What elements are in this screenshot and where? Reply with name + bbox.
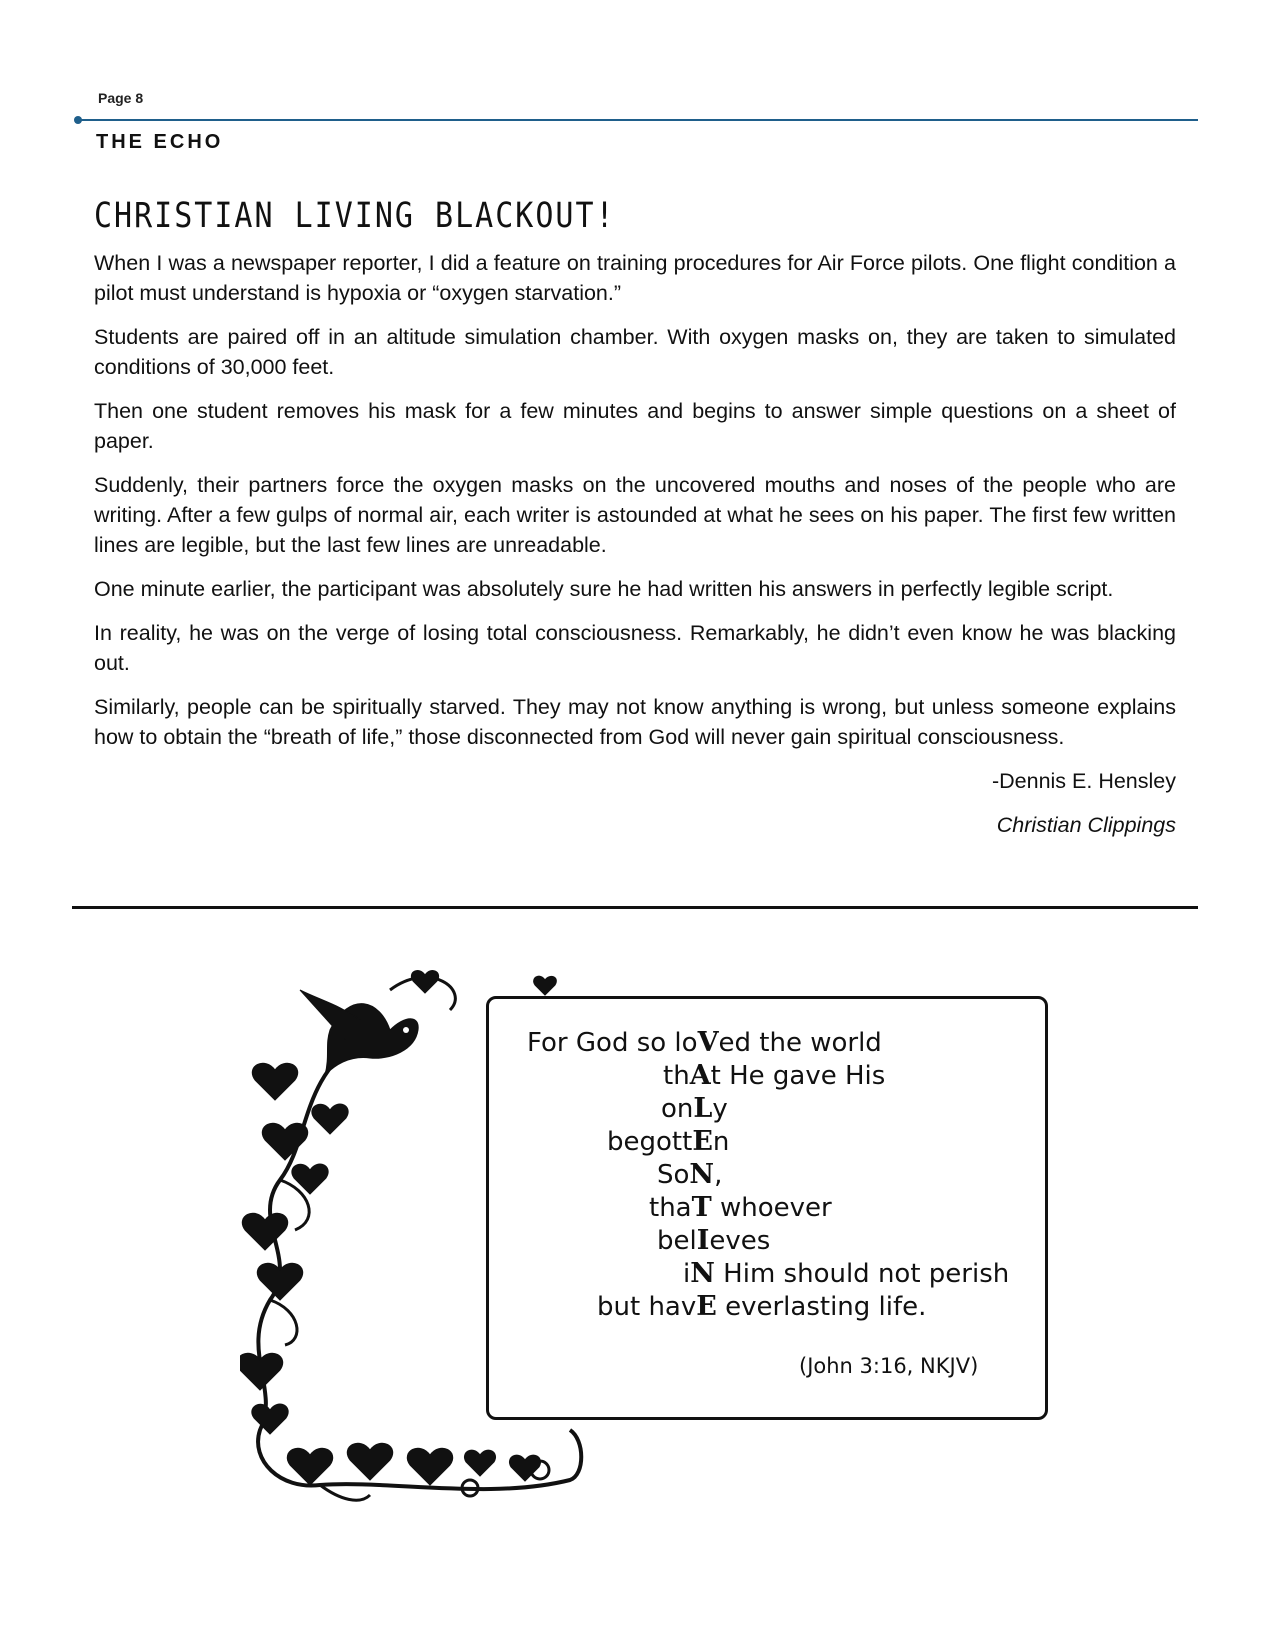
verse-line: belIeves — [657, 1225, 771, 1256]
article-paragraph: Students are paired off in an altitude simulation chamber. With oxygen masks on, they are taken to simulated conditions of 30,000 feet. — [94, 325, 1176, 379]
article-paragraph: In reality, he was on the verge of losing total consciousness. Remarkably, he didn’t even know he was blacking out. — [94, 621, 1176, 675]
article-author: -Dennis E. Hensley — [991, 769, 1176, 793]
verse-reference: (John 3:16, NKJV) — [799, 1354, 979, 1378]
page-number: Page 8 — [98, 90, 144, 106]
verse-line: begottEn — [607, 1126, 730, 1157]
article-paragraph: One minute earlier, the participant was absolutely sure he had written his answers in perfectly legible script. — [94, 577, 1114, 601]
article-source: Christian Clippings — [996, 813, 1176, 837]
verse-line: thaT whoever — [649, 1192, 832, 1223]
article-paragraph: Then one student removes his mask for a few minutes and begins to answer simple questions on a sheet of paper. — [94, 399, 1176, 453]
section-divider — [72, 906, 1198, 909]
verse-line: thAt He gave His — [663, 1060, 886, 1091]
verse-line: but havE everlasting life. — [597, 1291, 927, 1322]
header-rule — [78, 119, 1198, 121]
verse-line: iN Him should not perish — [683, 1258, 1010, 1289]
article-paragraph: When I was a newspaper reporter, I did a feature on training procedures for Air Force pilots. One flight condition a pilot must understand is hypoxia or “oxygen starvation.” — [94, 251, 1176, 305]
article-title: CHRISTIAN LIVING BLACKOUT! — [94, 196, 616, 237]
verse-box — [486, 996, 1048, 1420]
article-paragraph: Similarly, people can be spiritually starved. They may not know anything is wrong, but unless someone explains how to obtain the “breath of life,” those disconnected from God will never gain spiritual consciousness. — [94, 695, 1176, 749]
article-body — [94, 248, 1176, 840]
verse-line: For God so loVed the world — [527, 1027, 882, 1058]
article-paragraph: Suddenly, their partners force the oxygen masks on the uncovered mouths and noses of the people who are writing. After a few gulps of normal air, each writer is astounded at what he sees on his paper. The first few written lines are legible, but the last few lines are unreadable. — [94, 473, 1176, 557]
verse-line: onLy — [661, 1093, 728, 1124]
verse-line: SoN, — [657, 1159, 723, 1190]
publication-name: THE ECHO — [96, 131, 224, 153]
